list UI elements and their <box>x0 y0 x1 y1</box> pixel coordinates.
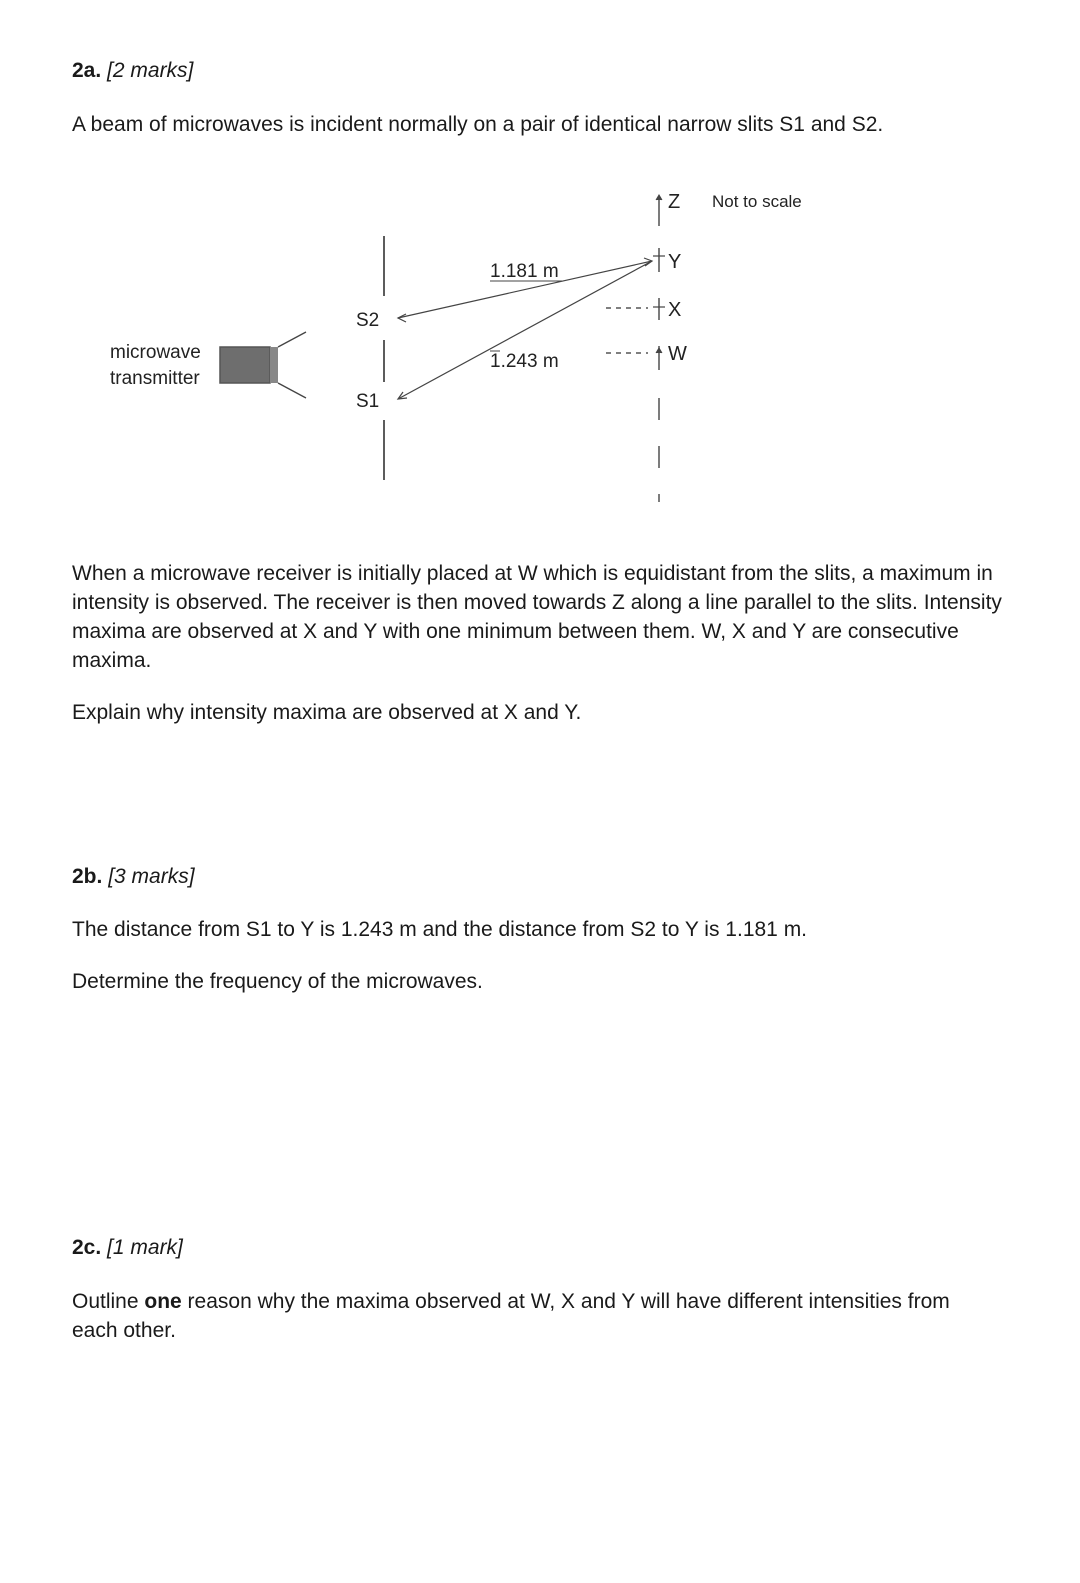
point-w-label: W <box>668 343 687 365</box>
point-y-label: Y <box>668 251 682 273</box>
question-2c-task-pre: Outline <box>72 1290 145 1313</box>
question-2b-intro: The distance from S1 to Y is 1.243 m and the distance from S2 to Y is 1.181 m. <box>72 918 808 941</box>
double-slit-diagram <box>0 170 1080 520</box>
transmitter-neck <box>270 347 278 383</box>
question-2b-heading <box>72 862 195 891</box>
question-2a-intro: A beam of microwaves is incident normally on a pair of identical narrow slits S1 and S2. <box>72 113 884 136</box>
slit-s1-label: S1 <box>356 391 380 412</box>
question-2a-number: 2a. <box>72 59 102 82</box>
question-2a-task: Explain why intensity maxima are observed at X and Y. <box>72 701 582 724</box>
w-arrowhead <box>656 348 662 353</box>
not-to-scale-note: Not to scale <box>712 192 802 211</box>
question-2a-body: When a microwave receiver is initially placed at W which is equidistant from the slits, a maximum in intensity is observed. The receiver is then moved towards Z along a line parallel to the slits. Intensity maxima are observed at X and Y with one minimum between them. W, X and Y are consecutive maxima. <box>72 562 1002 672</box>
distance-s1-y-label: 1.243 m <box>490 351 559 372</box>
question-2a-heading <box>72 56 193 85</box>
question-2b-marks: [3 marks] <box>108 865 195 888</box>
question-2b-task: Determine the frequency of the microwaves. <box>72 970 483 993</box>
question-2a-marks: [2 marks] <box>107 59 194 82</box>
question-2c-task-emphasis: one <box>144 1290 182 1313</box>
transmitter-label-line1: microwave <box>110 342 201 363</box>
question-2b-number: 2b. <box>72 865 103 888</box>
arrow-at-s2 <box>398 314 406 322</box>
question-2c-heading <box>72 1233 183 1262</box>
transmitter-body <box>220 347 270 383</box>
question-2c-number: 2c. <box>72 1236 102 1259</box>
horn-lower-edge <box>278 383 306 398</box>
slit-s2-label: S2 <box>356 310 380 331</box>
point-x-label: X <box>668 299 682 321</box>
distance-s2-y-label: 1.181 m <box>490 261 559 282</box>
transmitter-label-line2: transmitter <box>110 368 200 389</box>
question-2c-task-post: reason why the maxima observed at W, X and Y will have different intensities from each other. <box>72 1290 950 1342</box>
question-2c-marks: [1 mark] <box>107 1236 183 1259</box>
point-z-label: Z <box>668 191 681 213</box>
question-2c-task <box>72 1287 972 1345</box>
horn-upper-edge <box>278 332 306 347</box>
z-arrowhead <box>656 195 662 200</box>
